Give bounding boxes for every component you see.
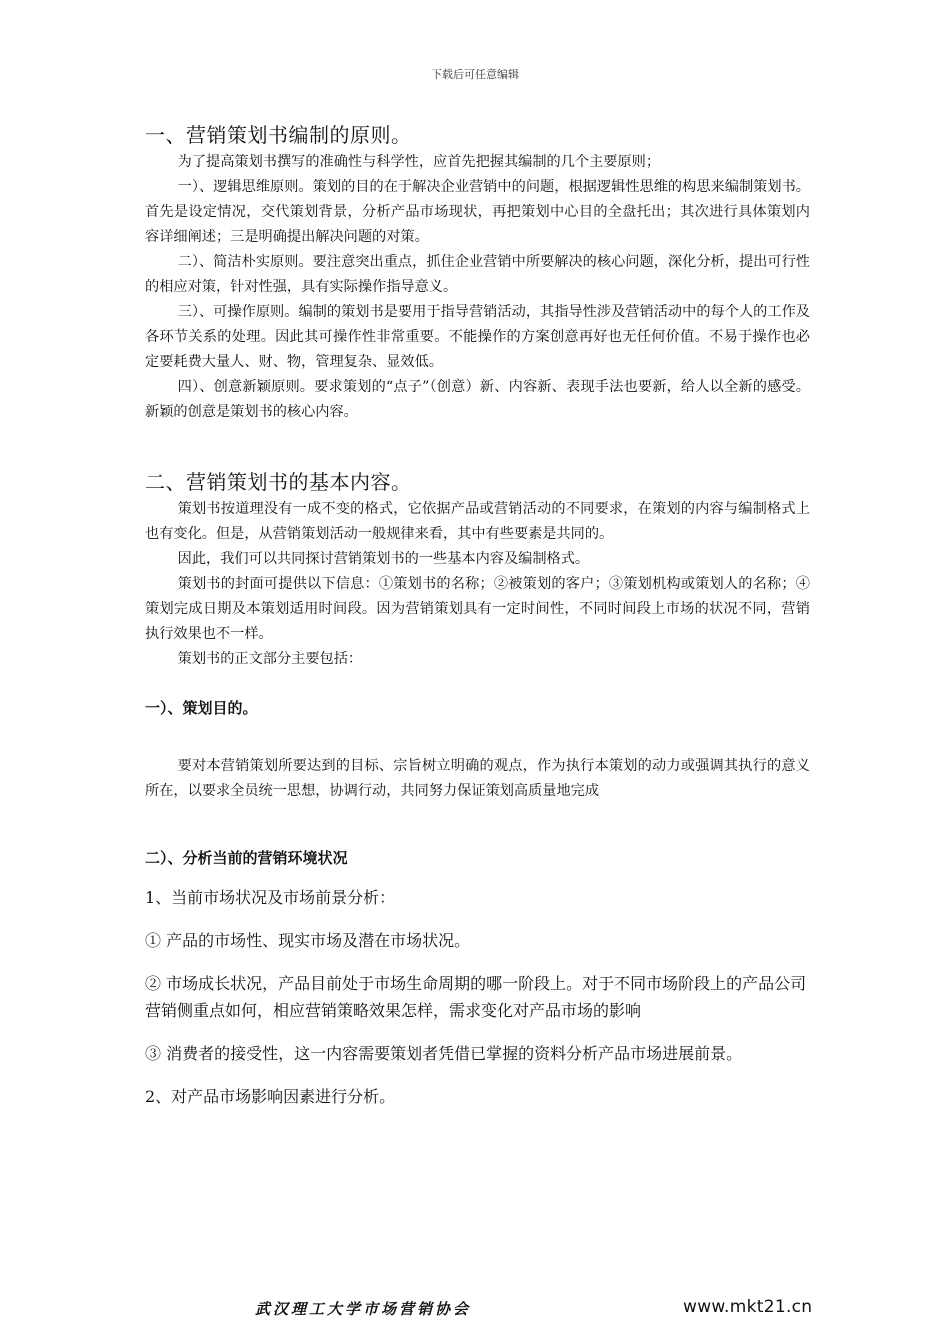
spacer <box>145 911 810 927</box>
section-1-title: 一、营销策划书编制的原则。 <box>145 123 412 147</box>
principle-creative: 四）、创意新颖原则。要求策划的“点子”（创意）新、内容新、表现手法也要新，给人以全新的感受。新颖的创意是策划书的核心内容。 <box>145 379 810 420</box>
subsection-1-body: 要对本营销策划所要达到的目标、宗旨树立明确的观点，作为执行本策划的动力或强调其执行的意义所在，以要求全员统一思想，协调行动，共同努力保证策划高质量地完成 <box>145 758 810 799</box>
principle-operable: 三）、可操作原则。编制的策划书是要用于指导营销活动，其指导性涉及营销活动中的每个人的工作及各环节关系的处理。因此其可操作性非常重要。不能操作的方案创意再好也无任何价值。不易于操作也必定要耗费大量人、财、物，管理复杂、显效低。 <box>145 304 810 370</box>
section-2-title: 二、营销策划书的基本内容。 <box>145 470 412 494</box>
section-1-intro: 为了提高策划书撰写的准确性与科学性，应首先把握其编制的几个主要原则； <box>177 154 661 170</box>
spacer <box>145 720 810 754</box>
section-2-para-2: 因此，我们可以共同探讨营销策划书的一些基本内容及编制格式。 <box>177 551 590 567</box>
subsection-2-title: 二）、分析当前的营销环境状况 <box>145 849 348 867</box>
spacer <box>145 1067 810 1083</box>
spacer <box>145 1024 810 1040</box>
principle-simple: 二）、简洁朴实原则。要注意突出重点，抓住企业营销中所要解决的核心问题，深化分析，提出可行性的相应对策，针对性强，具有实际操作指导意义。 <box>145 254 810 295</box>
spacer <box>145 425 810 467</box>
principle-logic: 一）、逻辑思维原则。策划的目的在于解决企业营销中的问题，根据逻辑性思维的构思来编制策划书。首先是设定情况，交代策划背景，分析产品市场现状，再把策划中心目的全盘托出；其次进行具体策划内容详细阐述；三是明确提出解决问题的对策。 <box>145 179 810 245</box>
spacer <box>145 870 810 884</box>
list-item: 2、对产品市场影响因素进行分析。 <box>145 1087 396 1106</box>
footer-website: www.mkt21.cn <box>683 1297 813 1317</box>
spacer <box>145 954 810 970</box>
list-item: ② 市场成长状况，产品目前处于市场生命周期的哪一阶段上。对于不同市场阶段上的产品公司营销侧重点如何，相应营销策略效果怎样，需求变化对产品市场的影响 <box>145 974 807 1020</box>
footer-organization: 武汉理工大学市场营销协会 <box>255 1300 472 1318</box>
spacer <box>145 804 810 846</box>
list-item: 1、当前市场状况及市场前景分析： <box>145 888 396 907</box>
section-2-para-3: 策划书的封面可提供以下信息：①策划书的名称；②被策划的客户；③策划机构或策划人的名称；④策划完成日期及本策划适用时间段。因为营销策划具有一定时间性，不同时间段上市场的状况不同，营销执行效果也不一样。 <box>145 576 810 642</box>
subsection-1-title: 一）、策划目的。 <box>145 699 258 717</box>
spacer <box>145 672 810 696</box>
document-body <box>145 120 810 1110</box>
section-2-para-4: 策划书的正文部分主要包括： <box>177 651 363 667</box>
section-2-para-1: 策划书按道理没有一成不变的格式，它依据产品或营销活动的不同要求，在策划的内容与编制格式上也有变化。但是，从营销策划活动一般规律来看，其中有些要素是共同的。 <box>145 501 810 542</box>
list-item: ③ 消费者的接受性，这一内容需要策划者凭借已掌握的资料分析产品市场进展前景。 <box>145 1044 743 1063</box>
list-item: ① 产品的市场性、现实市场及潜在市场状况。 <box>145 931 471 950</box>
header-note: 下载后可任意编辑 <box>431 68 519 81</box>
